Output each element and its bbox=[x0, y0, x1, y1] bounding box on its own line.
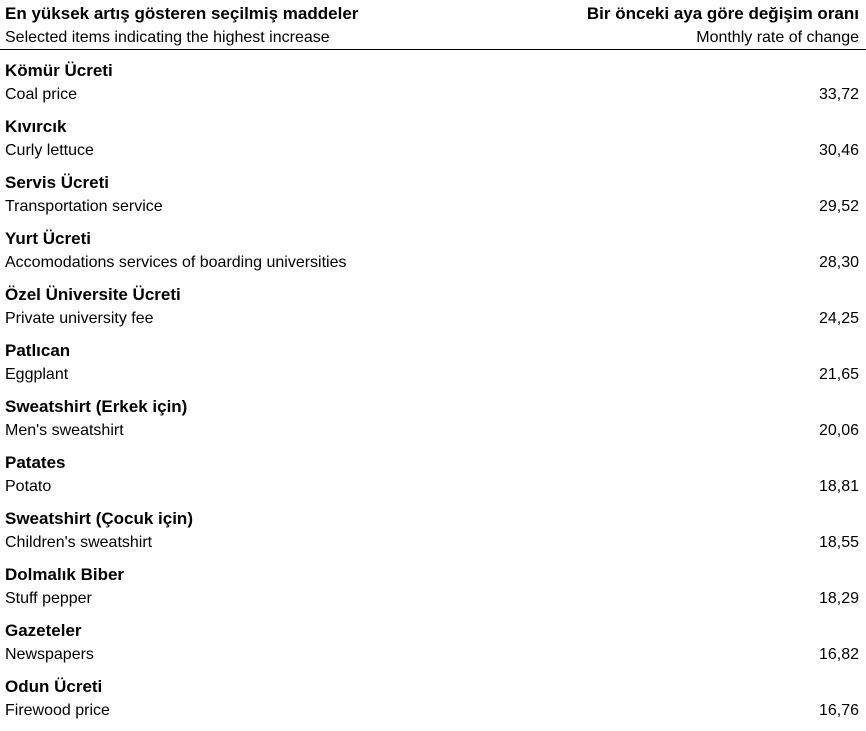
item-name-tr: Patlıcan bbox=[5, 341, 71, 360]
item-rate-value: 20,06 bbox=[818, 422, 859, 439]
table-row bbox=[0, 507, 866, 563]
table-row bbox=[0, 675, 866, 731]
item-name-en: Newspapers bbox=[5, 646, 94, 663]
item-name-tr: Dolmalık Biber bbox=[5, 565, 125, 584]
item-name-tr: Gazeteler bbox=[5, 621, 82, 640]
item-name-tr: Yurt Ücreti bbox=[5, 229, 91, 248]
item-rate-value: 28,30 bbox=[818, 254, 859, 271]
header-rate-title-en: Monthly rate of change bbox=[696, 29, 859, 46]
table-row bbox=[0, 395, 866, 451]
items-list bbox=[0, 59, 866, 731]
table-row bbox=[0, 563, 866, 619]
item-name-en: Curly lettuce bbox=[5, 142, 94, 159]
table-row bbox=[0, 59, 866, 115]
table-header bbox=[0, 0, 866, 50]
item-name-tr: Kıvırcık bbox=[5, 117, 67, 136]
table-row bbox=[0, 283, 866, 339]
item-name-en: Firewood price bbox=[5, 702, 110, 719]
item-name-tr: Sweatshirt (Erkek için) bbox=[5, 397, 188, 416]
item-name-en: Potato bbox=[5, 478, 52, 495]
table-row bbox=[0, 451, 866, 507]
item-name-en: Children's sweatshirt bbox=[5, 534, 153, 551]
item-rate-value: 21,65 bbox=[818, 366, 859, 383]
header-rate-title-tr: Bir önceki aya göre değişim oranı bbox=[586, 4, 859, 23]
item-name-tr: Servis Ücreti bbox=[5, 173, 109, 192]
table-row bbox=[0, 619, 866, 675]
item-rate-value: 18,81 bbox=[818, 478, 859, 495]
item-rate-value: 29,52 bbox=[818, 198, 859, 215]
table-row bbox=[0, 339, 866, 395]
header-items-title-tr: En yüksek artış gösteren seçilmiş maddeler bbox=[5, 4, 359, 23]
item-name-en: Eggplant bbox=[5, 366, 69, 383]
item-rate-value: 18,29 bbox=[818, 590, 859, 607]
item-name-en: Private university fee bbox=[5, 310, 154, 327]
item-rate-value: 33,72 bbox=[818, 86, 859, 103]
item-name-tr: Özel Üniversite Ücreti bbox=[5, 285, 181, 304]
table-row bbox=[0, 171, 866, 227]
item-name-en: Coal price bbox=[5, 86, 78, 103]
item-name-en: Men's sweatshirt bbox=[5, 422, 124, 439]
item-rate-value: 16,76 bbox=[818, 702, 859, 719]
item-name-tr: Odun Ücreti bbox=[5, 677, 103, 696]
item-name-en: Accomodations services of boarding universities bbox=[5, 254, 347, 271]
item-rate-value: 30,46 bbox=[818, 142, 859, 159]
table-row bbox=[0, 227, 866, 283]
table-row bbox=[0, 115, 866, 171]
item-name-en: Stuff pepper bbox=[5, 590, 92, 607]
item-name-en: Transportation service bbox=[5, 198, 163, 215]
item-rate-value: 16,82 bbox=[818, 646, 859, 663]
item-rate-value: 24,25 bbox=[818, 310, 859, 327]
header-items-title-en: Selected items indicating the highest increase bbox=[5, 29, 330, 46]
item-name-tr: Kömür Ücreti bbox=[5, 61, 113, 80]
item-name-tr: Sweatshirt (Çocuk için) bbox=[5, 509, 193, 528]
item-rate-value: 18,55 bbox=[818, 534, 859, 551]
item-name-tr: Patates bbox=[5, 453, 66, 472]
